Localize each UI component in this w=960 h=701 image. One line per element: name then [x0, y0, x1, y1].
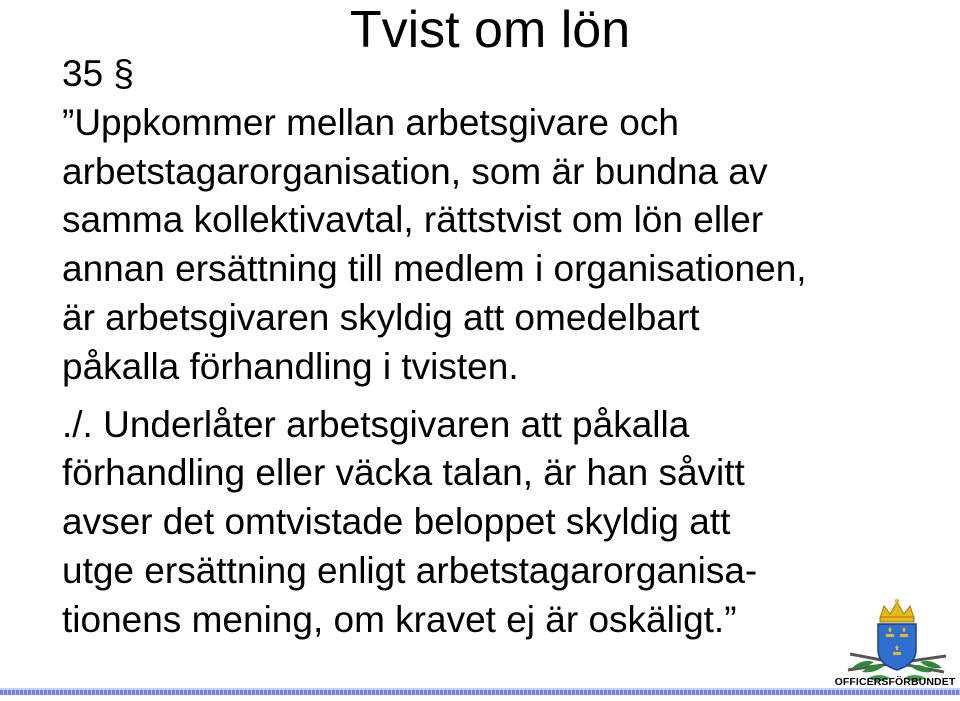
text-line: arbetstagarorganisation, som är bundna av: [62, 150, 768, 192]
text-line: ./. Underlåter arbetsgivaren att påkalla: [62, 403, 690, 445]
shield-icon: [878, 624, 916, 670]
footer-rule: [0, 690, 960, 695]
text-line: förhandling eller väcka talan, är han såvitt: [62, 452, 745, 494]
text-line: ”Uppkommer mellan arbetsgivare och: [62, 101, 679, 143]
crown-icon: [880, 599, 914, 622]
section-number: 35 §: [62, 53, 135, 94]
text-line: är arbetsgivaren skyldig att omedelbart: [62, 296, 700, 338]
text-line: annan ersättning till medlem i organisationen,: [62, 248, 807, 290]
text-line: tionens mening, om kravet ej är oskäligt.”: [62, 598, 737, 640]
text-line: utge ersättning enligt arbetstagarorganisa-: [62, 549, 758, 591]
slide-title-text: Tvist om lön: [349, 1, 631, 59]
text-line: avser det omtvistade beloppet skyldig att: [62, 501, 731, 543]
text-line: samma kollektivavtal, rättstvist om lön eller: [62, 199, 764, 241]
text-line: påkalla förhandling i tvisten.: [62, 345, 519, 387]
logo-wordmark: OFFICERSFÖRBUNDET: [834, 676, 956, 688]
slide-body: [62, 50, 952, 645]
